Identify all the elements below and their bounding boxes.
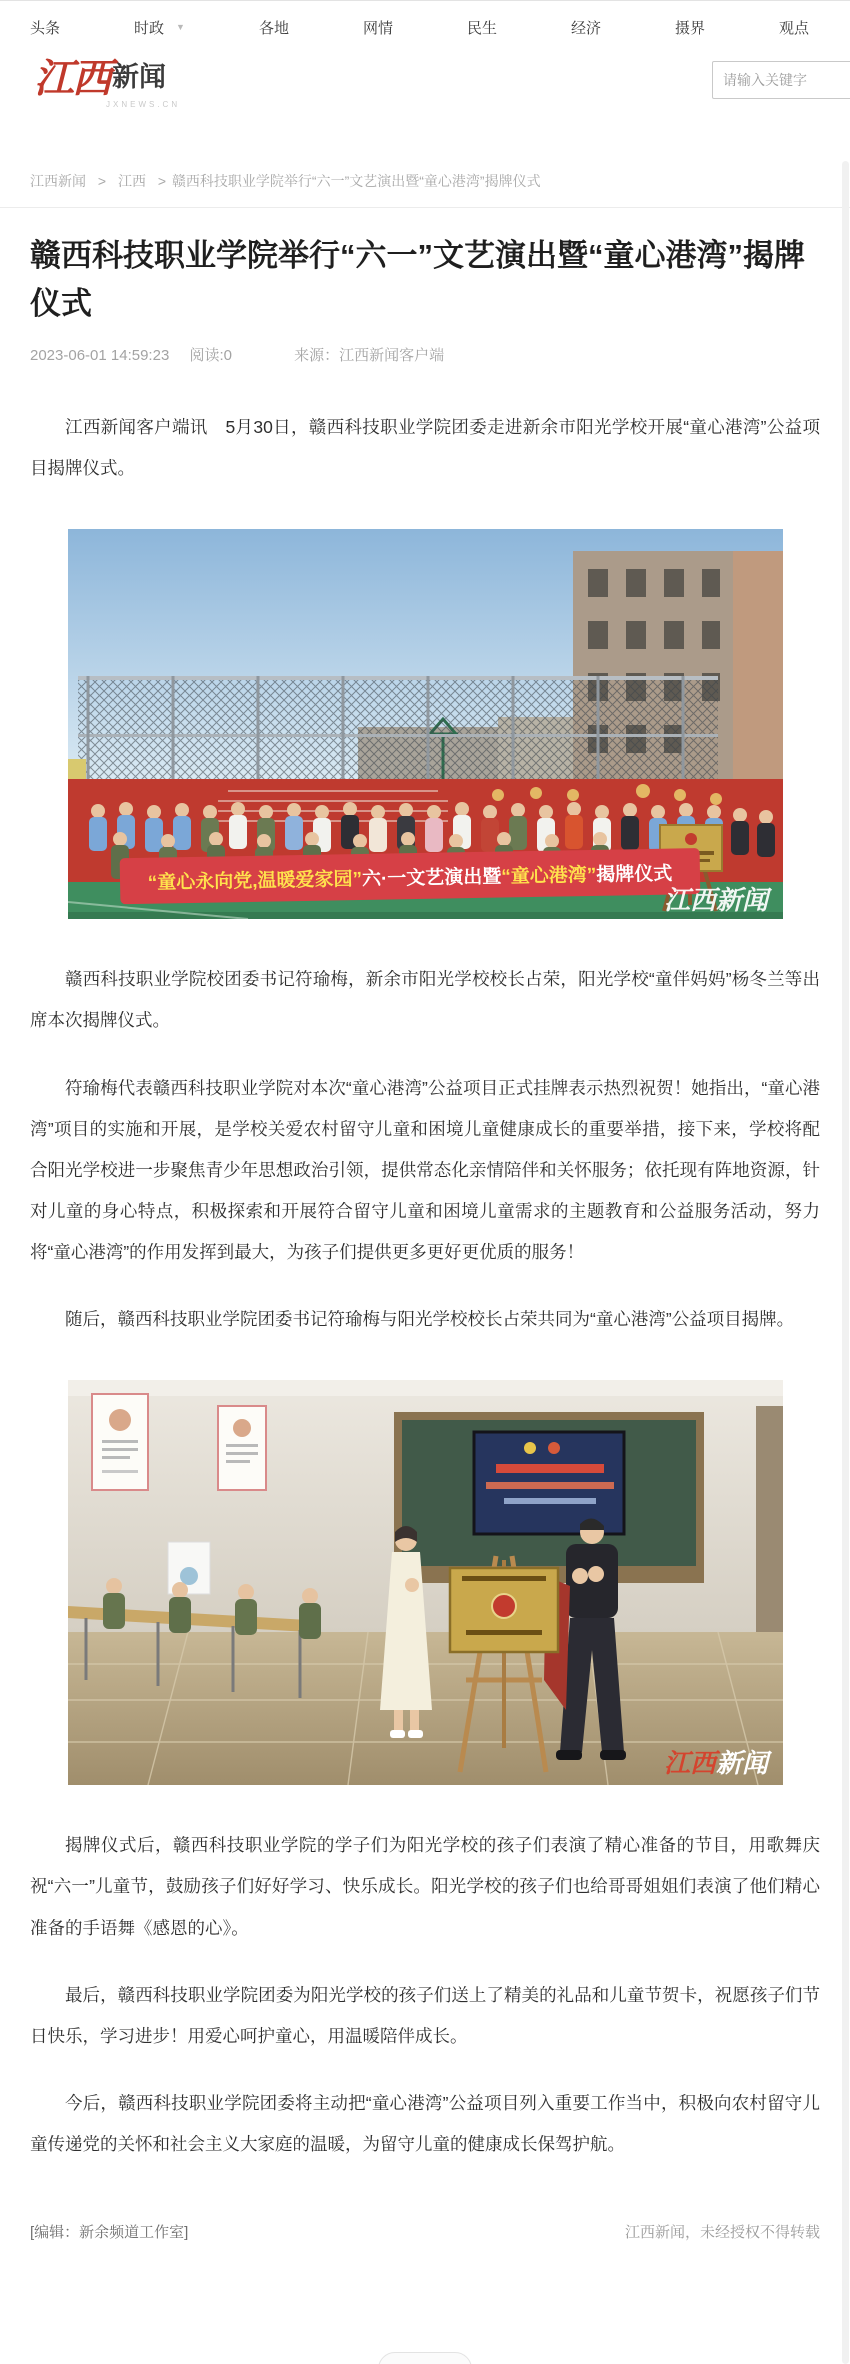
breadcrumb (0, 141, 850, 207)
breadcrumb-separator: > (157, 173, 167, 189)
article-footer (0, 2221, 850, 2284)
banner-text-part: 揭牌仪式 (595, 863, 672, 887)
nav-item-regions[interactable]: 各地 (258, 19, 289, 37)
banner-text-part: “童心港湾” (500, 865, 596, 888)
article-photo-unveiling (68, 1380, 783, 1785)
publish-date: 2023-06-01 14:59:23 (30, 347, 170, 365)
article-photo-group (68, 529, 783, 919)
nav-item-headlines[interactable]: 头条 (30, 19, 61, 37)
nav-item-photography[interactable]: 摄界 (675, 19, 706, 37)
top-nav (0, 1, 850, 53)
source-label: 来源：江西新闻客户端 (294, 347, 445, 365)
logo-script-text: 江西 (34, 55, 110, 102)
breadcrumb-current: 赣西科技职业学院举行“六一”文艺演出暨“童心港湾”揭牌仪式 (171, 173, 541, 189)
photo-watermark: 江西新闻 (663, 885, 768, 916)
article-paragraph: 随后，赣西科技职业学院团委书记符瑜梅与阳光学校校长占荣共同为“童心港湾”公益项目揭牌。 (65, 1309, 795, 1330)
article-body (0, 365, 850, 2165)
scrollbar-track[interactable] (842, 161, 849, 2364)
nav-item-opinion[interactable]: 观点 (779, 19, 810, 37)
copyright-notice: 江西新闻，未经授权不得转载 (624, 2224, 820, 2242)
article-paragraph: 江西新闻客户端讯 5月30日，赣西科技职业学院团委走进新余市阳光学校开展“童心港湾”公益项目揭牌仪式。 (30, 417, 820, 479)
article-paragraph: 赣西科技职业学院校团委书记符瑜梅，新余市阳光学校校长占荣，阳光学校“童伴妈妈”杨冬兰等出席本次揭牌仪式。 (30, 969, 820, 1031)
article-meta (0, 328, 850, 365)
banner-text-part: 六·一文艺演出暨 (361, 866, 501, 891)
breadcrumb-section[interactable]: 江西 (117, 173, 146, 189)
nav-item-politics-label: 时政 (134, 19, 165, 37)
group-photo-illustration (68, 529, 783, 919)
logo-rest-text: 新闻 (112, 62, 166, 92)
nav-item-netizen[interactable]: 网情 (362, 19, 393, 37)
article-paragraph: 最后，赣西科技职业学院团委为阳光学校的孩子们送上了精美的礼品和儿童节贺卡，祝愿孩子们节日快乐，学习进步！用爱心呵护童心，用温暖陪伴成长。 (30, 1984, 820, 2046)
search-input[interactable] (712, 61, 850, 99)
nav-item-livelihood[interactable]: 民生 (466, 19, 497, 37)
article-paragraph: 符瑜梅代表赣西科技职业学院对本次“童心港湾”公益项目正式挂牌表示热烈祝贺！她指出，“童心港湾”项目的实施和开展，是学校关爱农村留守儿童和困境儿童健康成长的重要举措，接下来，学校将配合阳光学校进一步聚焦青少年思想政治引领，提供常态化亲情陪伴和关怀服务；依托现有阵地资源，针对儿童的身心特点，积极探索和开展符合留守儿童和困境儿童需求的主题教育和公益服务活动，努力将“童心港湾”的作用发挥到最大，为孩子们提供更多更好更优质的服务！ (30, 1077, 820, 1263)
nav-item-economy[interactable]: 经济 (571, 19, 602, 37)
editor-credit: [编辑：新余频道工作室] (30, 2224, 189, 2242)
article-paragraph: 今后，赣西科技职业学院团委将主动把“童心港湾”公益项目列入重要工作当中，积极向农村留守儿童传递党的关怀和社会主义大家庭的温暖，为留守儿童的健康成长保驾护航。 (30, 2092, 820, 2155)
photo-watermark-rest: 新闻 (715, 1748, 768, 1779)
svg-text:江西新闻 (663, 1748, 772, 1778)
nav-item-politics[interactable] (134, 17, 185, 38)
article-paragraph: 揭牌仪式后，赣西科技职业学院的学子们为阳光学校的孩子们表演了精心准备的节目，用歌舞庆祝“六一”儿童节，鼓励孩子们好好学习、快乐成长。阳光学校的孩子们也给哥哥姐姐们表演了他们精心准备的手语舞《感恩的心》。 (30, 1835, 820, 1938)
site-logo[interactable] (34, 55, 181, 109)
unveiling-photo-illustration (68, 1380, 783, 1785)
site-header (0, 53, 850, 141)
banner-text-part: “童心永向党,温暖爱家园” (147, 869, 362, 895)
bottom-peeking-button[interactable] (378, 2352, 472, 2364)
chevron-down-icon: ▼ (176, 22, 185, 32)
photo-watermark-script: 江西 (663, 1748, 716, 1779)
breadcrumb-home[interactable]: 江西新闻 (30, 173, 86, 189)
logo-subtitle: JXNEWS.CN (106, 100, 181, 109)
page-title: 赣西科技职业学院举行“六一”文艺演出暨“童心港湾”揭牌仪式 (30, 238, 805, 322)
breadcrumb-separator: > (97, 173, 107, 189)
read-count: 阅读:0 (189, 347, 232, 365)
